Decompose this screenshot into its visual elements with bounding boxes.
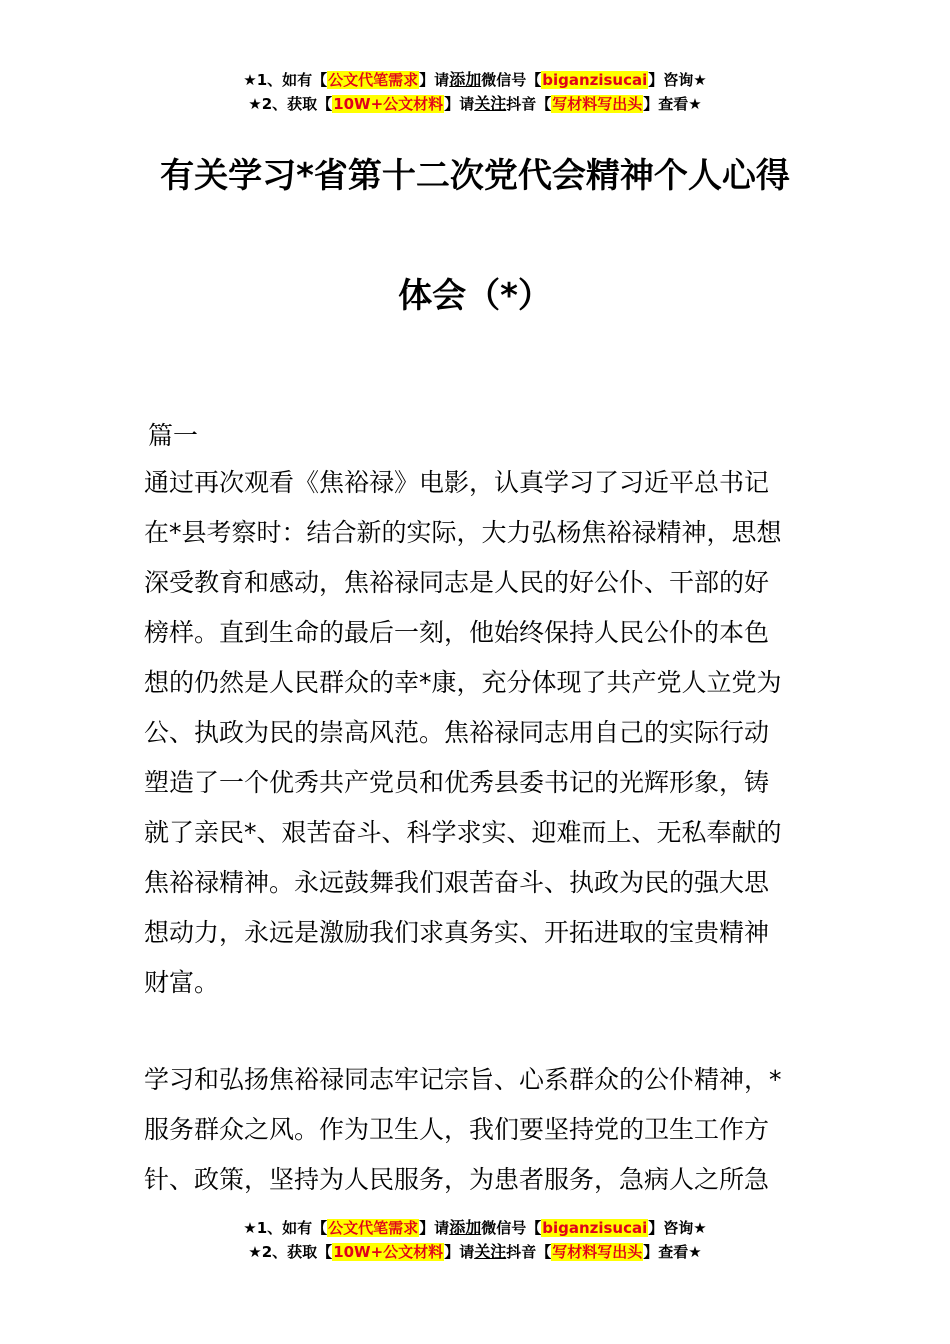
banner-underlined-text: 关注: [474, 1242, 507, 1261]
text-line: 学习和弘扬焦裕禄同志牢记宗旨、心系群众的公仆精神，*: [144, 1065, 782, 1094]
banner-text: 微信号【: [481, 1219, 542, 1237]
banner-text: 微信号【: [481, 71, 542, 89]
text-line: 想动力，永远是激励我们求真务实、开拓进取的宝贵精神: [144, 918, 770, 947]
banner-highlight: 写材料写出头: [552, 1243, 643, 1261]
paragraph-2: [144, 1055, 814, 1205]
banner-text: 】查看★: [643, 95, 702, 113]
document-title: 有关学习*省第十二次党代会精神个人心得: [160, 156, 790, 196]
text-line: 通过再次观看《焦裕禄》电影，认真学习了习近平总书记: [144, 468, 770, 497]
banner-text: ★2、获取【: [248, 1243, 333, 1261]
banner-text: 】咨询★: [648, 71, 707, 89]
banner-line-1: [0, 1216, 950, 1240]
text-line: 财富。: [144, 968, 220, 997]
banner-text: 抖音【: [506, 1243, 552, 1261]
text-line: 针、政策，坚持为人民服务，为患者服务，急病人之所急: [144, 1165, 770, 1194]
banner-highlight: 写材料写出头: [552, 95, 643, 113]
banner-text: ★1、如有【: [243, 1219, 328, 1237]
section-label: 篇一: [148, 421, 199, 450]
text-line: 榜样。直到生命的最后一刻，他始终保持人民公仆的本色: [144, 618, 770, 647]
banner-text: ★1、如有【: [243, 71, 328, 89]
text-line: 塑造了一个优秀共产党员和优秀县委书记的光辉形象，铸: [144, 768, 770, 797]
banner-highlight: biganzisucai: [542, 71, 648, 89]
banner-highlight: biganzisucai: [542, 1219, 648, 1237]
banner-underlined-text: 添加: [449, 1218, 482, 1237]
banner-text: 】请: [444, 1243, 475, 1261]
banner-text: ★2、获取【: [248, 95, 333, 113]
banner-highlight: 10W+公文材料: [333, 1243, 444, 1261]
text-line: 焦裕禄精神。永远鼓舞我们艰苦奋斗、执政为民的强大思: [144, 868, 770, 897]
banner-text: 】请: [444, 95, 475, 113]
banner-line-1: [0, 68, 950, 92]
text-line: 想的仍然是人民群众的幸*康，充分体现了共产党人立党为: [144, 668, 782, 697]
banner-highlight: 公文代笔需求: [328, 1219, 419, 1237]
banner-line-2: [0, 1240, 950, 1264]
banner-highlight: 公文代笔需求: [328, 71, 419, 89]
banner-text: 】请: [419, 1219, 450, 1237]
banner-text: 】请: [419, 71, 450, 89]
banner-underlined-text: 添加: [449, 70, 482, 89]
banner-text: 】查看★: [643, 1243, 702, 1261]
banner-text: 抖音【: [506, 95, 552, 113]
text-line: 就了亲民*、艰苦奋斗、科学求实、迎难而上、无私奉献的: [144, 818, 782, 847]
text-line: 深受教育和感动，焦裕禄同志是人民的好公仆、干部的好: [144, 568, 770, 597]
banner-highlight: 10W+公文材料: [333, 95, 444, 113]
document-title-continued: 体会（*）: [398, 276, 552, 316]
text-line: 服务群众之风。作为卫生人，我们要坚持党的卫生工作方: [144, 1115, 770, 1144]
paragraph-1: [144, 458, 814, 1008]
banner-line-2: [0, 92, 950, 116]
banner-underlined-text: 关注: [474, 94, 507, 113]
text-line: 公、执政为民的崇高风范。焦裕禄同志用自己的实际行动: [144, 718, 770, 747]
top-banner: [0, 68, 950, 116]
bottom-banner: [0, 1216, 950, 1264]
text-line: 在*县考察时：结合新的实际，大力弘杨焦裕禄精神，思想: [144, 518, 782, 547]
banner-text: 】咨询★: [648, 1219, 707, 1237]
